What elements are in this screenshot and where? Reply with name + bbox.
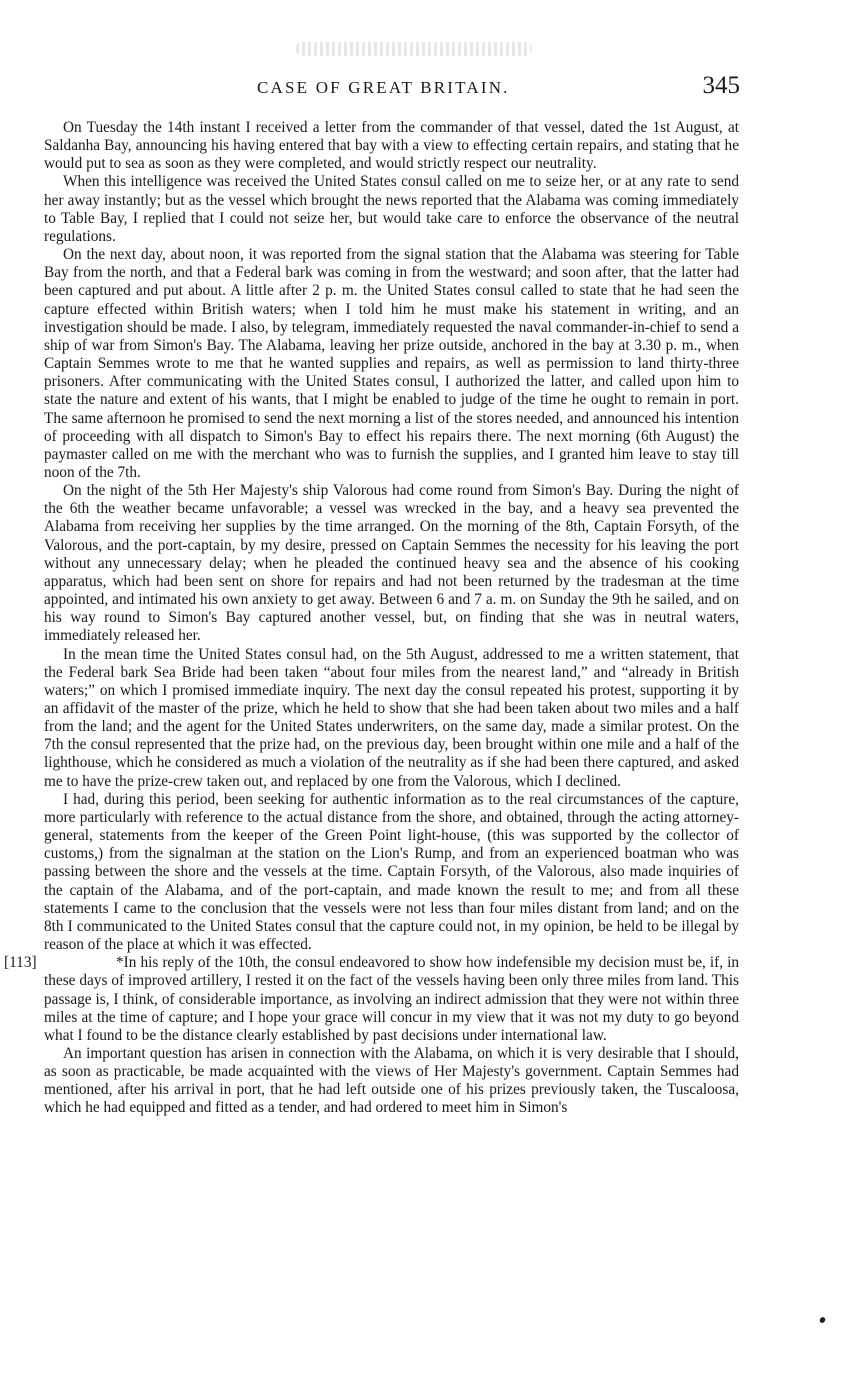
paragraph: *In his reply of the 10th, the consul endeavored to show how indefensible my decision must be, if, in these days of improved artillery, I rested it on the fact of the vessels having been only three miles from land. This passage is, I think, of considerable importance, as involving an indirect admission that they were not within three miles at the time of capture; and I hope your grace will concur in my view that it was not my duty to go beyond what I found to be the distance clearly established by past decisions under international law. — [44, 954, 739, 1044]
page-number: 345 — [702, 72, 740, 99]
marginal-page-ref: [113] — [4, 954, 37, 972]
paragraph: When this intelligence was received the United States consul called on me to seize her, or at any rate to send her away instantly; but as the vessel which brought the news reported that the Alabama was coming immediately to Table Bay, I replied that I could not seize her, but would take care to enforce the observance of the neutral regulations. — [44, 173, 739, 245]
scan-smudge — [296, 42, 532, 56]
ink-speck — [819, 1316, 827, 1324]
paragraph: On the next day, about noon, it was reported from the signal station that the Alabama was steering for Table Bay from the north, and that a Federal bark was coming in from the westward; and soon after, that the latter had been captured and put about. A little after 2 p. m. the United States consul called to state that he had seen the capture effected within British waters; when I told him he must make his statement in writing, and an investigation should be made. I also, by telegram, immediately requested the naval commander-in-chief to send a ship of war from Simon's Bay. The Alabama, leaving her prize outside, anchored in the bay at 3.30 p. m., when Captain Semmes wrote to me that he wanted supplies and repairs, as well as permission to land thirty-three prisoners. After communicating with the United States consul, I authorized the latter, and called upon him to state the nature and extent of his wants, that I might be enabled to judge of the time he ought to remain in port. The same afternoon he promised to send the next morning a list of the stores needed, and announced his intention of proceeding with all dispatch to Simon's Bay to effect his repairs there. The next morning (6th August) the paymaster called on me with the merchant who was to furnish the supplies, and I granted him leave to stay till noon of the 7th. — [44, 246, 739, 481]
paragraph: An important question has arisen in connection with the Alabama, on which it is very desirable that I should, as soon as practicable, be made acquainted with the views of Her Majesty's government. Captain Semmes had mentioned, after his arrival in port, that he had left outside one of his prizes previously taken, the Tuscaloosa, which he had equipped and fitted as a tender, and had ordered to meet him in Simon's — [44, 1044, 739, 1117]
marginal-block — [4, 954, 739, 1045]
body-text — [4, 119, 739, 1118]
paragraph: On Tuesday the 14th instant I received a letter from the commander of that vessel, dated the 1st August, at Saldanha Bay, announcing his having entered that bay with a view to effecting certain repairs, and stating that he would put to sea as soon as they were completed, and would strictly respect our neutrality. — [44, 119, 739, 173]
paragraph: In the mean time the United States consul had, on the 5th August, addressed to me a written statement, that the Federal bark Sea Bride had been taken “about four miles from the nearest land,” and “already in British waters;” on which I promised immediate inquiry. The next day the consul repeated his protest, supporting it by an affidavit of the master of the prize, which he held to show that she had been taken about two miles and a half from the land; and the agent for the United States underwriters, on the same day, made a similar protest. On the 7th the consul represented that the prize had, on the previous day, been brought within one mile and a half of the lighthouse, which he considered as much a violation of the neutrality as if she had been there captured, and asked me to have the prize-crew taken out, and replaced by one from the Valorous, which I declined. — [44, 645, 739, 790]
paragraph: I had, during this period, been seeking for authentic information as to the real circumstances of the capture, more particularly with reference to the actual distance from the shore, and obtained, through the acting attorney-general, statements from the keeper of the Green Point light-house, (this was supported by the collector of customs,) from the signalman at the station on the Lion's Rump, and from an experienced boatman who was passing between the shore and the vessels at the time. Captain Forsyth, of the Valorous, also made inquiries of the captain of the Alabama, and of the port-captain, and made known the result to me; and from all these statements I came to the conclusion that the vessels were not less than four miles distant from land; and on the 8th I communicated to the United States consul that the capture could not, in my opinion, be held to be illegal by reason of the place at which it was effected. — [44, 790, 739, 954]
running-head: CASE OF GREAT BRITAIN. — [257, 78, 510, 97]
paragraph: On the night of the 5th Her Majesty's ship Valorous had come round from Simon's Bay. During the night of the 6th the weather became unfavorable; a vessel was wrecked in the bay, and a heavy sea prevented the Alabama from receiving her supplies by the time arranged. On the morning of the 8th, Captain Forsyth, of the Valorous, and the port-captain, by my desire, pressed on Captain Semmes the necessity for his leaving the port without any unnecessary delay; when he pleaded the continued heavy sea and the absence of his cooking apparatus, which had been sent on shore for repairs and had not been returned by the tradesman at the time appointed, and intimated his own anxiety to get away. Between 6 and 7 a. m. on Sunday the 9th he sailed, and on his way round to Simon's Bay captured another vessel, but, on finding that she was in neutral waters, immediately released her. — [44, 482, 739, 645]
page-header — [0, 70, 847, 100]
